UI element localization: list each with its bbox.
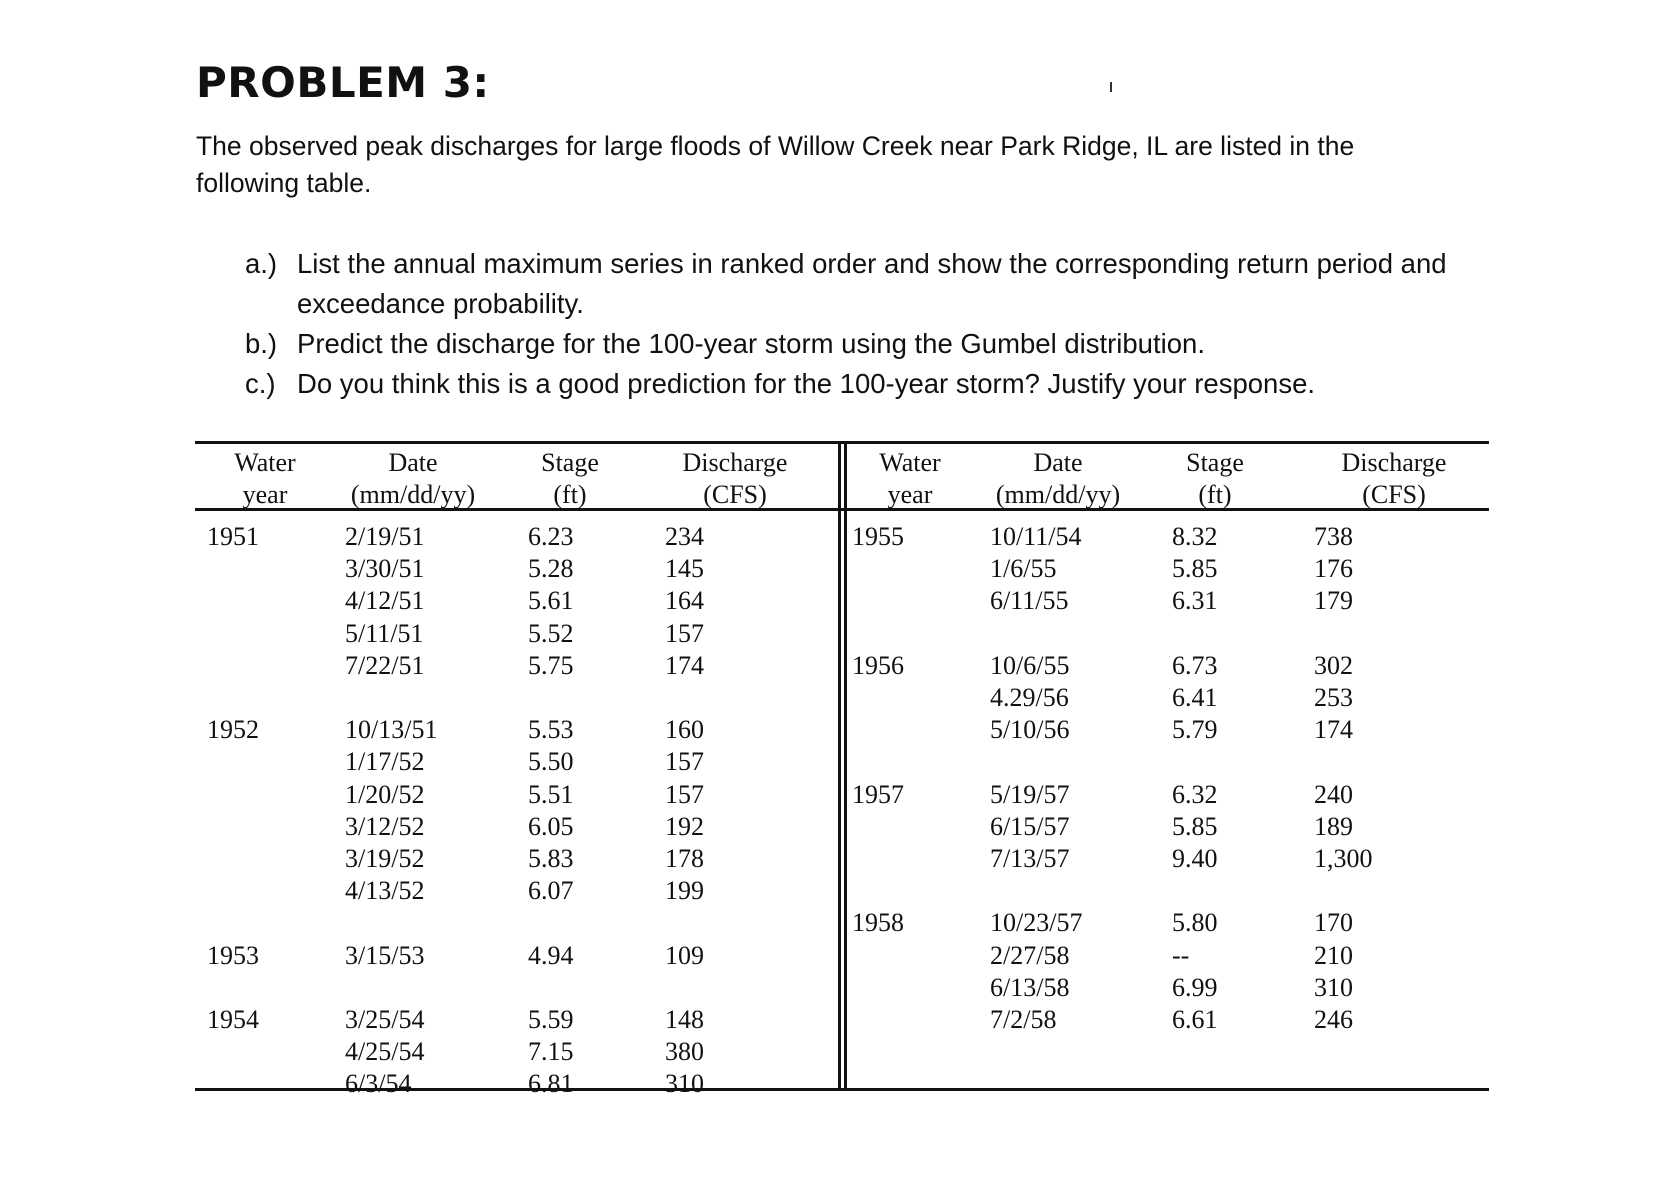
header-date: Date (mm/dd/yy) [350,448,476,509]
discharge-table [195,441,1489,1099]
table-cell-date: 3/19/52 [345,844,425,873]
table-cell-stage: 5.80 [1172,908,1218,938]
table-cell-date: 10/13/51 [345,715,438,745]
table-cell-discharge: 738 [1314,522,1353,551]
table-cell-stage: 5.28 [528,554,574,584]
table-cell-date: 10/23/57 [990,908,1083,938]
table-divider-left [838,441,841,1091]
table-cell-year: 1955 [852,522,904,551]
table-cell-date: 1/17/52 [345,747,425,777]
table-cell-date: 2/27/58 [990,940,1070,970]
table-cell-discharge: 176 [1314,554,1353,584]
table-cell-date: 6/3/54 [345,1069,412,1099]
question-text: Predict the discharge for the 100-year storm using the Gumbel distribution. [297,328,1205,359]
table-cell-date: 1/6/55 [990,554,1057,584]
table-cell-year: 1951 [207,522,259,551]
table-cell-stage: 6.41 [1172,683,1218,712]
table-cell-stage: 7.15 [528,1037,574,1067]
table-cell-discharge: 148 [665,1005,704,1034]
table-cell-stage: 6.32 [1172,779,1218,809]
table-cell-stage: 5.59 [528,1005,574,1034]
table-cell-stage: 5.75 [528,650,574,680]
table-cell-discharge: 157 [665,618,704,648]
table-cell-stage: 6.61 [1172,1005,1218,1034]
table-cell-stage: 4.94 [528,940,574,970]
table-cell-year: 1952 [207,715,259,745]
header-water-year: Water year [879,448,941,509]
table-cell-discharge: 145 [665,554,704,584]
table-cell-date: 7/13/57 [990,844,1070,873]
table-cell-discharge: 234 [665,522,704,551]
table-cell-date: 3/25/54 [345,1005,425,1034]
table-cell-stage: 6.81 [528,1069,574,1099]
table-cell-stage: 6.05 [528,811,574,841]
table-cell-discharge: 109 [665,940,704,970]
table-cell-discharge: 310 [1314,972,1353,1002]
question-label: a.) [245,248,278,279]
table-cell-stage: 6.23 [528,522,574,551]
header-stage: Stage (ft) [541,448,599,509]
table-cell-date: 5/11/51 [345,618,424,648]
table-cell-stage: 5.79 [1172,715,1218,745]
table-cell-stage: 5.85 [1172,811,1218,841]
table-divider-right [844,441,847,1091]
header-date: Date (mm/dd/yy) [995,448,1121,509]
table-cell-discharge: 174 [665,650,704,680]
question-b [245,324,1495,364]
table-cell-date: 6/13/58 [990,972,1070,1002]
table-cell-stage: 6.31 [1172,586,1218,616]
table-cell-discharge: 302 [1314,650,1353,680]
table-cell-date: 3/12/52 [345,811,425,841]
table-cell-stage: 5.51 [528,779,574,809]
table-cell-date: 3/15/53 [345,940,425,970]
table-cell-discharge: 157 [665,747,704,777]
table-cell-discharge: 179 [1314,586,1353,616]
header-water-year: Water year [234,448,296,509]
table-cell-discharge: 192 [665,811,704,841]
table-cell-discharge: 170 [1314,908,1353,938]
table-cell-discharge: 164 [665,586,704,616]
table-cell-stage: 8.32 [1172,522,1218,551]
table-cell-date: 6/15/57 [990,811,1070,841]
question-text: Do you think this is a good prediction for the 100-year storm? Justify your response. [297,368,1316,399]
table-cell-date: 6/11/55 [990,586,1069,616]
table-top-rule [195,441,1489,444]
problem-intro: The observed peak discharges for large floods of Willow Creek near Park Ridge, IL are listed in the following table. [196,131,1355,198]
table-cell-discharge: 246 [1314,1005,1353,1034]
table-cell-date: 10/6/55 [990,650,1070,680]
table-cell-date: 1/20/52 [345,779,425,809]
header-discharge: Discharge (CFS) [682,448,788,509]
table-cell-discharge: 380 [665,1037,704,1067]
question-label: c.) [245,368,276,399]
question-list [245,244,1495,404]
table-cell-date: 7/2/58 [990,1005,1057,1034]
table-cell-year: 1958 [852,908,904,938]
table-cell-stage: 9.40 [1172,844,1218,873]
table-cell-year: 1953 [207,940,259,970]
table-cell-stage: 5.85 [1172,554,1218,584]
question-c [245,364,1495,404]
table-cell-stage: 5.50 [528,747,574,777]
table-cell-discharge: 189 [1314,811,1353,841]
table-cell-year: 1956 [852,650,904,680]
table-cell-discharge: 199 [665,876,704,906]
table-cell-date: 2/19/51 [345,522,425,551]
problem-title: PROBLEM 3: [196,58,490,107]
table-cell-date: 5/19/57 [990,779,1070,809]
stray-mark [1110,82,1112,92]
table-cell-year: 1957 [852,779,904,809]
table-cell-discharge: 157 [665,779,704,809]
table-cell-stage: 5.83 [528,844,574,873]
table-cell-stage: 5.52 [528,618,574,648]
table-cell-discharge: 253 [1314,683,1353,712]
table-cell-date: 3/30/51 [345,554,425,584]
table-cell-stage: 6.99 [1172,972,1218,1002]
table-cell-date: 10/11/54 [990,522,1082,551]
table-cell-discharge: 210 [1314,940,1353,970]
header-discharge: Discharge (CFS) [1341,448,1447,509]
table-cell-date: 4/25/54 [345,1037,425,1067]
table-cell-year: 1954 [207,1005,259,1034]
table-cell-stage: 5.53 [528,715,574,745]
table-cell-date: 4/12/51 [345,586,425,616]
table-cell-discharge: 160 [665,715,704,745]
header-stage: Stage (ft) [1186,448,1244,509]
table-cell-date: 4/13/52 [345,876,425,906]
table-cell-date: 4.29/56 [990,683,1069,712]
table-cell-discharge: 1,300 [1314,844,1373,873]
table-cell-stage: -- [1172,940,1190,970]
table-cell-discharge: 174 [1314,715,1353,745]
table-cell-date: 5/10/56 [990,715,1070,745]
table-cell-date: 7/22/51 [345,650,425,680]
table-cell-stage: 6.73 [1172,650,1218,680]
question-a [245,244,1495,324]
table-cell-discharge: 310 [665,1069,704,1099]
question-label: b.) [245,328,278,359]
table-cell-discharge: 178 [665,844,704,873]
table-cell-discharge: 240 [1314,779,1353,809]
table-cell-stage: 6.07 [528,876,574,906]
question-text: List the annual maximum series in ranked order and show the corresponding return period and exceedance probability. [297,248,1447,319]
table-cell-stage: 5.61 [528,586,574,616]
